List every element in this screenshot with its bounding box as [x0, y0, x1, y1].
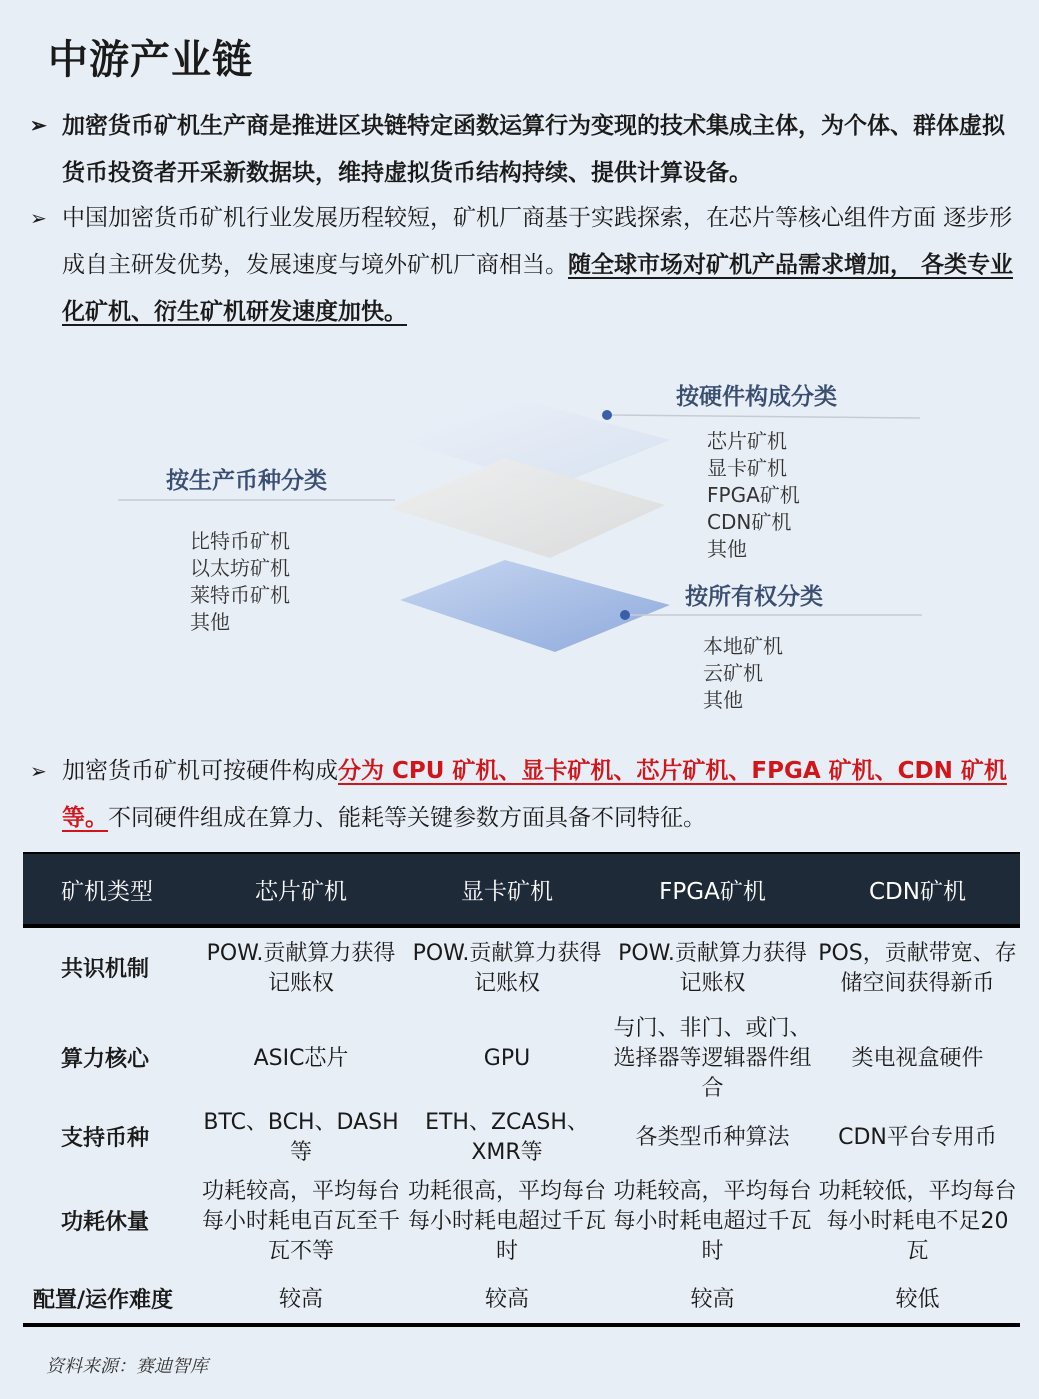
ownership-list [703, 633, 783, 714]
header-cell: CDN矿机 [869, 878, 966, 905]
ownership-dot [620, 610, 630, 620]
hardware-list [707, 428, 800, 563]
row-label: 算力核心 [61, 1046, 150, 1072]
coin-item: 以太坊矿机 [190, 556, 290, 580]
table-row [23, 1014, 1020, 1104]
hardware-item: CDN矿机 [707, 510, 792, 534]
table-cell: CDN平台专用币 [838, 1125, 997, 1150]
header-cell: 矿机类型 [61, 878, 153, 905]
table-cell: POW.贡献算力获得记账权 [618, 941, 807, 996]
ownership-heading: 按所有权分类 [685, 584, 823, 610]
bullet-2-text: 中国加密货币矿机行业发展历程较短，矿机厂商基于实践探索，在芯片等核心组件方面 逐步形成自主研发优势，发展速度与境外矿机厂商相当。 [62, 205, 1013, 278]
bullet-2-emphasis: 随全球市场对矿机产品需求增加， 各类专业化矿机、衍生矿机研发速度加快。 [62, 252, 1014, 325]
bullet-1-text: 加密货币矿机生产商是推进区块链特定函数运算行为变现的技术集成主体，为个体、群体虚拟货币投资者开采新数据块，维持虚拟货币结构持续、提供计算设备。 [62, 112, 1005, 186]
coin-item: 莱特币矿机 [190, 583, 290, 607]
table-header-row [23, 854, 1020, 924]
table-cell: 较高 [278, 1286, 323, 1312]
table-cell: ETH、ZCASH、XMR等 [425, 1110, 589, 1165]
table-cell: GPU [483, 1046, 531, 1071]
table-cell: POW.贡献算力获得记账权 [412, 941, 602, 996]
table-cell: 与门、非门、或门、选择器等逻辑器件组合 [613, 1016, 812, 1101]
table-cell: POW.贡献算力获得记账权 [206, 941, 396, 996]
plane-bottom [400, 560, 670, 652]
table-cell: 较高 [484, 1286, 529, 1312]
table-cell: 各类型币种算法 [635, 1125, 790, 1150]
page-title: 中游产业链 [48, 36, 253, 83]
table-bottom-rule [23, 1323, 1020, 1327]
source-note: 资料来源：赛迪智库 [46, 1356, 208, 1377]
plane-middle [390, 458, 665, 558]
ownership-item: 本地矿机 [703, 634, 783, 658]
ownership-item: 云矿机 [703, 661, 763, 685]
hardware-item: 其他 [707, 537, 747, 561]
hardware-dot [602, 410, 612, 420]
table-header-rule [23, 924, 1020, 928]
table-row [23, 1272, 1020, 1327]
table-cell: BTC、BCH、DASH等 [203, 1110, 399, 1165]
bullet-3 [30, 748, 1015, 842]
bullet-3-emphasis: 分为 CPU 矿机、显卡矿机、芯片矿机、FPGA 矿机、CDN 矿机等。 [62, 758, 1007, 831]
bullet-2 [30, 195, 1015, 336]
header-cell: 芯片矿机 [255, 878, 347, 905]
row-label: 配置/运作难度 [33, 1286, 174, 1313]
hardware-heading: 按硬件构成分类 [676, 384, 837, 410]
bullet-1 [30, 102, 1015, 196]
bullet-3-text: 加密货币矿机可按硬件构成 [62, 758, 338, 784]
header-cell: FPGA矿机 [659, 878, 766, 905]
table-cell: 较低 [895, 1286, 940, 1312]
row-label: 功耗休量 [61, 1209, 150, 1235]
hardware-item: FPGA矿机 [707, 483, 800, 507]
table-cell: 功耗较高，平均每台每小时耗电百瓦至千瓦不等 [201, 1179, 400, 1264]
row-label: 共识机制 [61, 956, 150, 982]
arrow-bullet-icon: ➢ [30, 113, 47, 137]
coin-item: 比特币矿机 [190, 529, 290, 553]
table-row [23, 924, 1020, 1014]
table-cell: POS，贡献带宽、存储空间获得新币 [818, 941, 1017, 996]
table-row [23, 1104, 1020, 1172]
bullet-3-text-end: 不同硬件组成在算力、能耗等关键参数方面具备不同特征。 [108, 805, 706, 831]
table-cell: 功耗很高，平均每台每小时耗电超过千瓦时 [407, 1179, 606, 1264]
arrow-bullet-icon: ➢ [30, 759, 47, 783]
table-cell: ASIC芯片 [253, 1046, 349, 1071]
coin-list [190, 528, 290, 636]
table-cell: 较高 [690, 1286, 735, 1312]
hardware-item: 显卡矿机 [707, 456, 787, 480]
table-cell: 功耗较高，平均每台每小时耗电超过千瓦时 [613, 1179, 812, 1264]
table-cell: 类电视盒硬件 [851, 1046, 984, 1071]
table-cell: 功耗较低，平均每台每小时耗电不足20瓦 [818, 1179, 1017, 1264]
coin-item: 其他 [190, 610, 230, 634]
hardware-item: 芯片矿机 [707, 429, 787, 453]
table-row [23, 1172, 1020, 1272]
arrow-bullet-icon: ➢ [30, 206, 47, 230]
ownership-item: 其他 [703, 688, 743, 712]
coin-heading: 按生产币种分类 [166, 468, 327, 494]
header-cell: 显卡矿机 [461, 878, 553, 905]
row-label: 支持币种 [61, 1125, 150, 1151]
classification-diagram [110, 360, 930, 730]
